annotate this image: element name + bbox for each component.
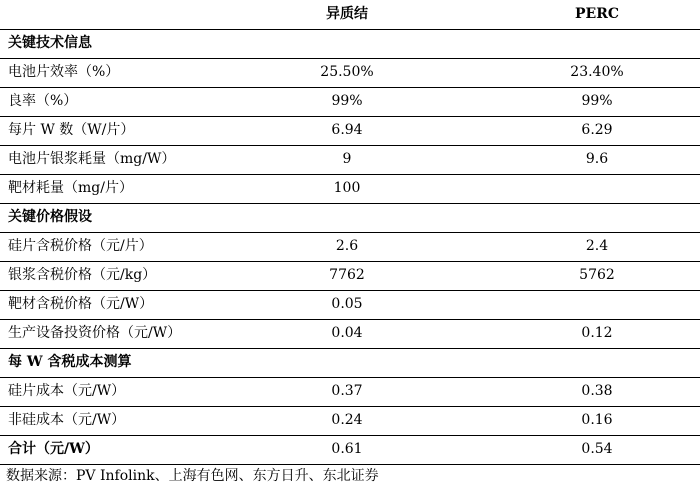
heterojunction-value: 6.94 [331,122,363,138]
row-label: 每片 W 数（W/片） [8,122,135,138]
row-label: 靶材含税价格（元/W） [8,296,154,312]
table-header-row [0,0,700,29]
table-row [0,261,700,290]
heterojunction-value: 100 [333,180,361,196]
heterojunction-value [272,29,422,58]
table-row [0,174,700,203]
perc-value: 0.12 [581,325,613,341]
heterojunction-value [272,348,422,377]
table-row [0,377,700,406]
row-label: 关键价格假设 [8,209,92,225]
row-label: 靶材耗量（mg/片） [8,180,133,196]
perc-value: 0.54 [581,441,613,457]
heterojunction-value: 2.6 [335,238,359,254]
heterojunction-value: 0.37 [331,383,363,399]
row-label: 每 W 含税成本测算 [8,354,132,370]
heterojunction-value: 0.61 [331,441,363,457]
heterojunction-value: 9 [342,151,352,167]
table-row [0,406,700,435]
section-header-row [0,203,700,232]
row-label: 非硅成本（元/W） [8,412,126,428]
row-label: 电池片效率（%） [8,64,120,80]
heterojunction-value: 25.50% [320,64,374,80]
total-row [0,435,700,464]
perc-value: 9.6 [585,151,609,167]
heterojunction-value: 0.04 [331,325,363,341]
row-label: 电池片银浆耗量（mg/W） [8,151,176,167]
row-label: 良率（%） [8,93,78,109]
row-label: 银浆含税价格（元/kg） [8,267,157,283]
heterojunction-value: 0.05 [331,296,363,312]
row-label: 硅片含税价格（元/片） [8,238,153,254]
heterojunction-value: 99% [331,93,363,109]
perc-value: 2.4 [585,238,609,254]
row-label: 合计（元/W） [8,441,99,457]
perc-value: 5762 [579,267,615,283]
table-row [0,145,700,174]
column-header-perc: PERC [575,6,619,22]
perc-value [522,29,672,58]
row-label: 生产设备投资价格（元/W） [8,325,182,341]
data-source-note: 数据来源：PV Infolink、上海有色网、东方日升、东北证券 [6,468,379,484]
row-label: 硅片成本（元/W） [8,383,126,399]
heterojunction-value: 7762 [329,267,365,283]
row-label: 关键技术信息 [8,35,92,51]
table-row [0,319,700,348]
perc-value [522,348,672,377]
perc-value [522,203,672,232]
perc-value [522,174,672,203]
perc-value: 0.16 [581,412,613,428]
table-row [0,58,700,87]
perc-value: 6.29 [581,122,613,138]
section-header-row [0,348,700,377]
perc-value: 23.40% [570,64,624,80]
section-header-row [0,29,700,58]
table-row [0,116,700,145]
heterojunction-value: 0.24 [331,412,363,428]
table-row [0,232,700,261]
column-header-heterojunction: 异质结 [326,6,368,22]
perc-value: 0.38 [581,383,613,399]
table-row [0,290,700,319]
perc-value: 99% [581,93,613,109]
table-row [0,87,700,116]
heterojunction-value [272,203,422,232]
perc-value [522,290,672,319]
